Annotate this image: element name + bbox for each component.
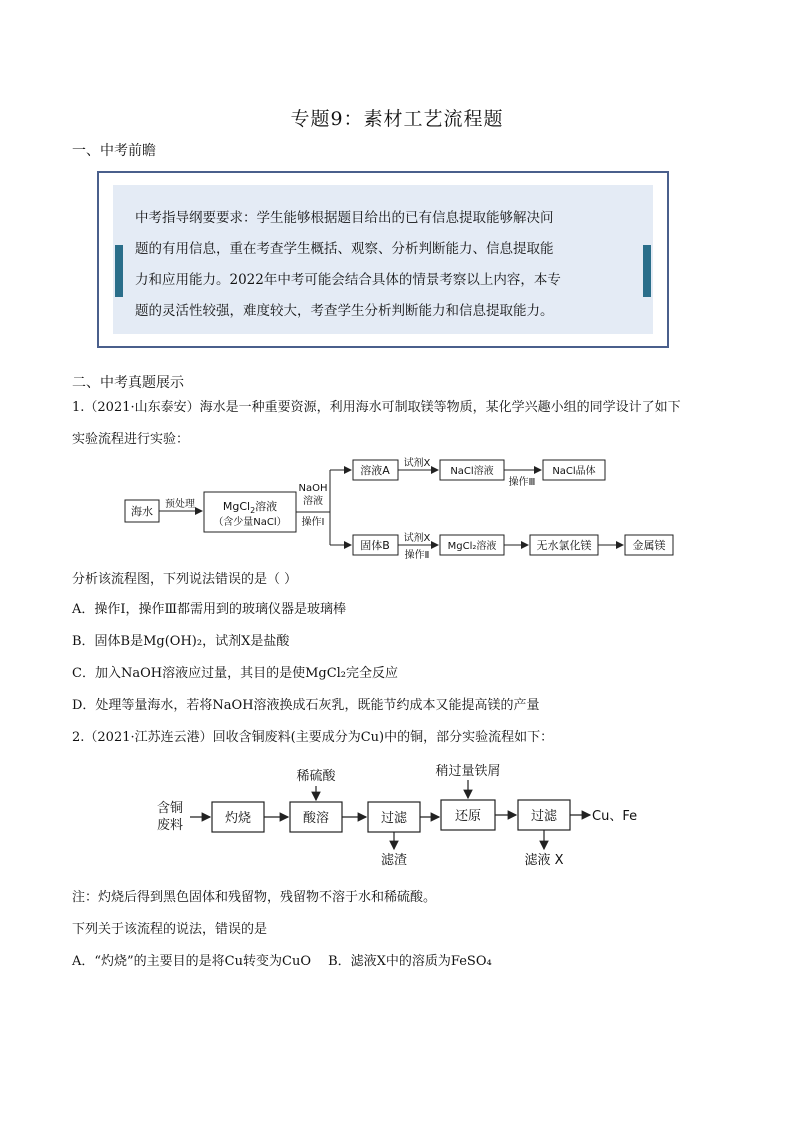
q2-options-ab: A．“灼烧”的主要目的是将Cu转变为CuO B．滤液X中的溶质为FeSO₄: [72, 954, 492, 969]
nacl-note: （含少量NaCl）: [213, 517, 287, 528]
naoh-solution-label: 溶液: [303, 496, 323, 507]
solution-a-label: 溶液A: [360, 464, 390, 477]
q2-note: 注：灼烧后得到黑色固体和残留物，残留物不溶于水和稀硫酸。: [72, 890, 437, 905]
mgcl2-label: MgCl$_2$溶液: [222, 500, 278, 515]
q1-stem-line2: 实验流程进行实验：: [72, 432, 190, 447]
guidance-line: 题的灵活性较强，难度较大，考查学生分析判断能力和信息提取能力。: [135, 303, 554, 319]
guidance-line: 力和应用能力。2022年中考可能会结合具体的情景考察以上内容，本专: [135, 272, 561, 288]
right-accent-bar: [643, 245, 651, 297]
pretreat-label: 预处理: [165, 499, 195, 510]
filter1-label: 过滤: [380, 811, 408, 826]
op1-label: 操作Ⅰ: [301, 517, 325, 528]
iron-scrap-label: 稍过量铁屑: [435, 764, 501, 779]
q1-flowchart: [120, 455, 666, 570]
reduce-label: 还原: [454, 809, 482, 824]
filtrate-label: 滤液 X: [524, 853, 564, 868]
seawater-label: 海水: [131, 505, 153, 518]
q2-ask: 下列关于该流程的说法，错误的是: [72, 922, 268, 937]
guidance-line: 中考指导纲要要求：学生能够根据题目给出的已有信息提取能够解决问: [135, 210, 554, 226]
dilute-acid-label: 稀硫酸: [296, 769, 336, 784]
op2-label: 操作Ⅱ: [404, 550, 430, 561]
q1-option-c: C．加入NaOH溶液应过量，其目的是使MgCl₂完全反应: [72, 666, 399, 681]
page-title: 专题9：素材工艺流程题: [290, 108, 504, 130]
q1-option-d: D．处理等量海水，若将NaOH溶液换成石灰乳，既能节约成本又能提高镁的产量: [72, 698, 540, 713]
reagent-x-label-2: 试剂X: [403, 533, 431, 544]
waste-label-1: 含铜: [156, 801, 184, 816]
solid-b-label: 固体B: [360, 539, 390, 552]
naoh-label: NaOH: [298, 483, 328, 494]
section-heading-preview: 一、中考前瞻: [72, 143, 156, 159]
metal-mg-label: 金属镁: [632, 539, 666, 552]
q2-stem: 2.（2021·江苏连云港）回收含铜废料(主要成分为Cu)中的铜，部分实验流程如下：: [72, 730, 554, 745]
q1-option-b: B．固体B是Mg(OH)₂，试剂X是盐酸: [72, 634, 290, 649]
guidance-panel: [113, 185, 653, 334]
waste-label-2: 废料: [156, 818, 184, 833]
nacl-solution-label: NaCl溶液: [450, 466, 494, 477]
mgcl2-solution-label: MgCl₂溶液: [447, 541, 497, 552]
q1-ask: 分析该流程图，下列说法错误的是（ ）: [72, 572, 298, 587]
product-label: Cu、Fe: [592, 809, 638, 824]
q1-stem-line1: 1.（2021·山东泰安）海水是一种重要资源，利用海水可制取镁等物质，某化学兴趣小组的同学设计了如下: [72, 400, 681, 415]
reagent-x-label: 试剂X: [403, 458, 431, 469]
left-accent-bar: [115, 245, 123, 297]
residue-label: 滤渣: [380, 853, 408, 868]
op3-label: 操作Ⅲ: [508, 477, 536, 488]
q1-option-a: A．操作Ⅰ，操作Ⅲ都需用到的玻璃仪器是玻璃棒: [72, 602, 347, 617]
filter2-label: 过滤: [530, 809, 558, 824]
calcine-label: 灼烧: [224, 811, 252, 826]
nacl-crystal-label: NaCl晶体: [552, 466, 596, 477]
guidance-line: 题的有用信息，重在考查学生概括、观察、分析判断能力、信息提取能: [135, 241, 554, 257]
acid-dissolve-label: 酸溶: [302, 811, 330, 826]
guidance-box: [97, 171, 669, 348]
section-heading-exams: 二、中考真题展示: [72, 375, 184, 391]
guidance-text: [135, 203, 631, 327]
q2-flowchart: [150, 762, 650, 872]
anhydrous-label: 无水氯化镁: [536, 539, 592, 552]
